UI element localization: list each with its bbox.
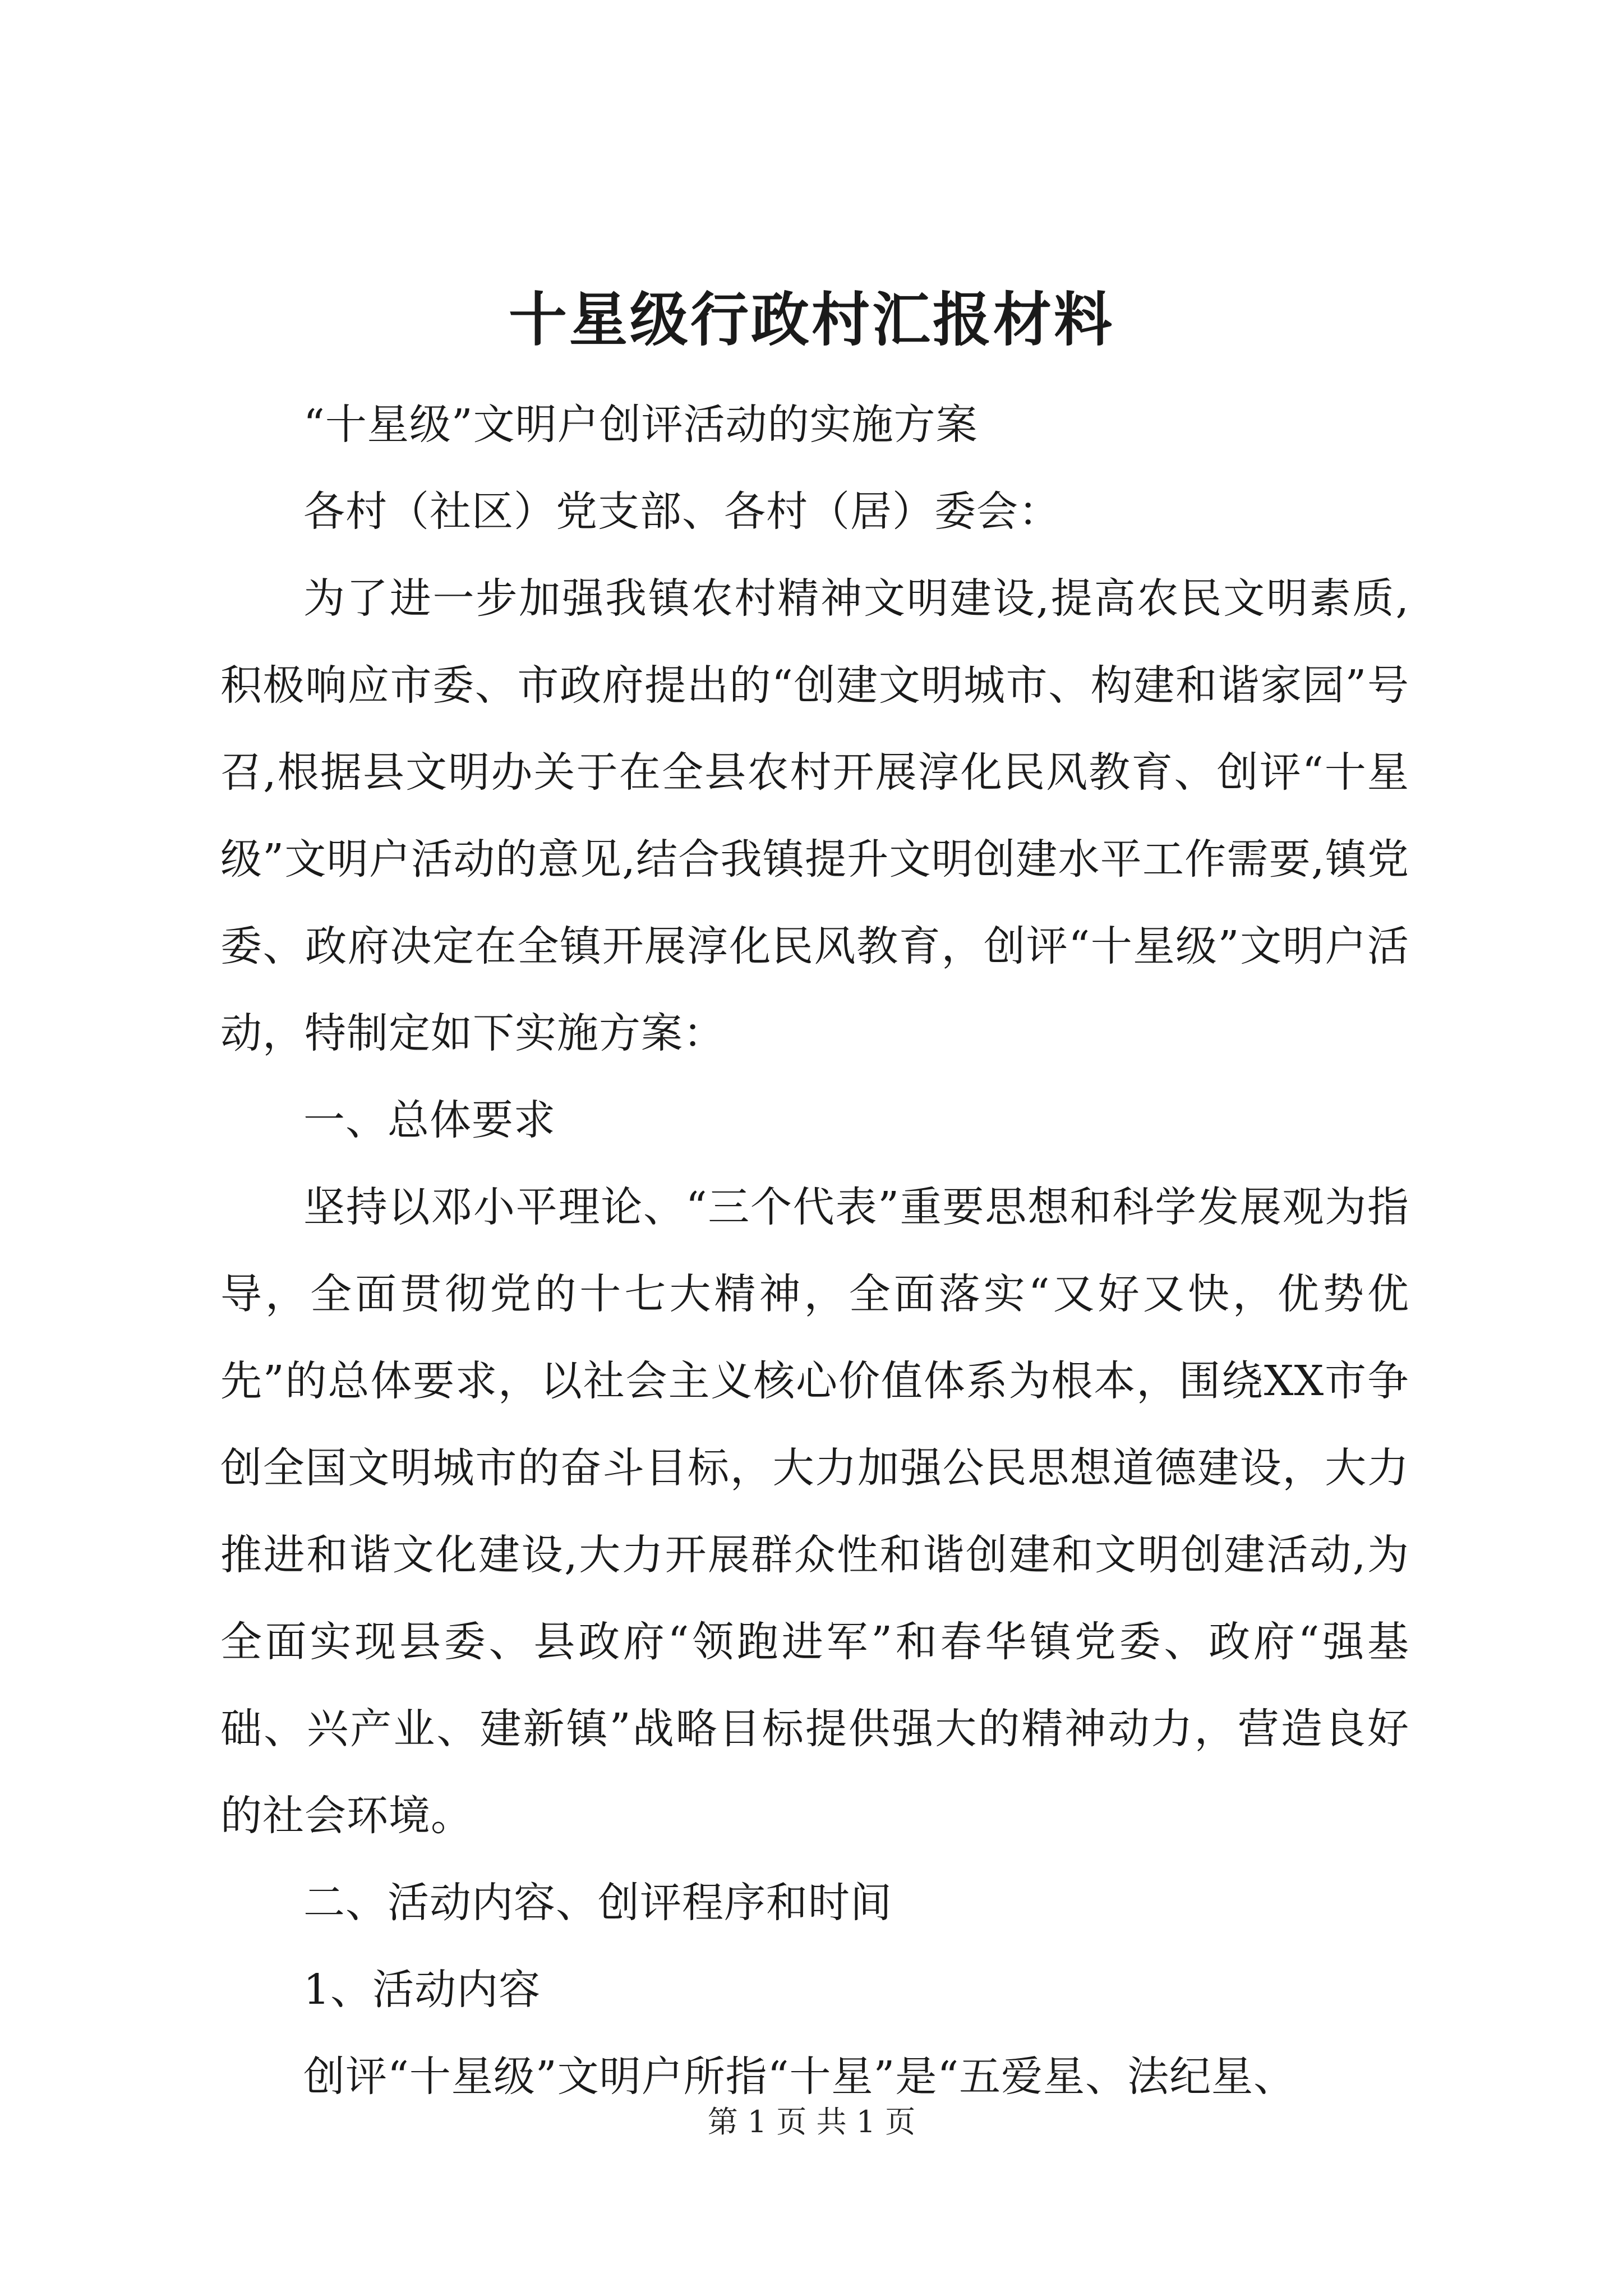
subtitle-paragraph: “十星级”文明户创评活动的实施方案 [303, 401, 978, 449]
page-footer: 第 1 页 共 1 页 [707, 2104, 916, 2139]
document-title: 十星级行政村汇报材料 [508, 285, 1114, 354]
salutation-paragraph: 各村（社区）党支部、各村（居）委会： [303, 487, 1061, 536]
section-heading-2: 二、活动内容、创评程序和时间 [303, 1879, 892, 1927]
requirements-paragraph: 坚持以邓小平理论、“三个代表”重要思想和科学发展观为指导，全面贯彻党的十七大精神，全面落实“又好又快，优势优先”的总体要求，以社会主义核心价值体系为根本，围绕XX市争创全国文明城市的奋斗目标，大力加强公民思想道德建设，大力推进和谐文化建设,大力开展群众性和谐创建和文明创建活动,为全面实现县委、县政府“领跑进军”和春华镇党委、政府“强基础、兴产业、建新镇”战略目标提供强大的精神动力，营造良好的社会环境。 [220, 1183, 1409, 1840]
intro-paragraph: 为了进一步加强我镇农村精神文明建设,提高农民文明素质,积极响应市委、市政府提出的“创建文明城市、构建和谐家园”号召,根据县文明办关于在全县农村开展淳化民风教育、创评“十星级”文明户活动的意见,结合我镇提升文明创建水平工作需要,镇党委、政府决定在全镇开展淳化民风教育，创评“十星级”文明户活动，特制定如下实施方案： [220, 574, 1409, 1057]
content-paragraph: 创评“十星级”文明户所指“十星”是“五爱星、法纪星、 [303, 2053, 1296, 2101]
subsection-heading-1: 1、活动内容 [303, 1966, 541, 2014]
document-body [220, 381, 1409, 2120]
section-heading-1: 一、总体要求 [303, 1096, 556, 1144]
